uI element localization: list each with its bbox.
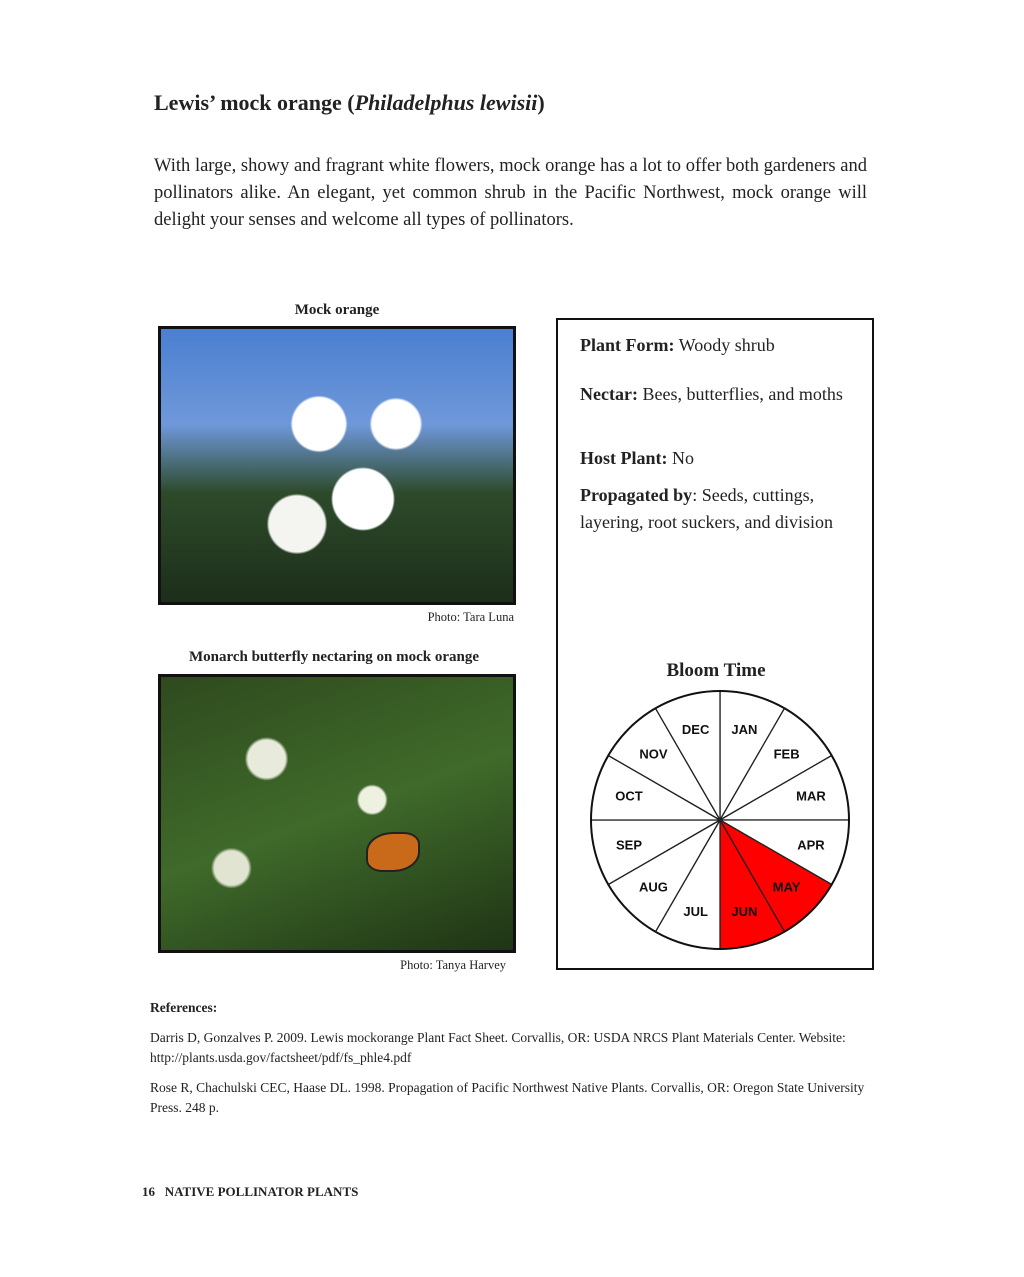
references-heading: References: xyxy=(150,1000,218,1015)
fact-nectar: Nectar: Bees, butterflies, and moths xyxy=(580,384,843,404)
reference-item: Darris D, Gonzalves P. 2009. Lewis mockorange Plant Fact Sheet. Corvallis, OR: USDA NRCS Plant Materials Center. Website: http://plants.usda.gov/factsheet/pdf/fs_phle4.pdf xyxy=(150,1030,846,1065)
month-label: AUG xyxy=(638,879,668,895)
month-label: FEB xyxy=(773,746,800,762)
page-footer xyxy=(142,1184,358,1200)
month-label: NOV xyxy=(639,746,668,762)
month-label: JAN xyxy=(731,722,758,738)
month-label: JUN xyxy=(731,903,758,919)
photo-credit: Photo: Tanya Harvey xyxy=(400,958,506,972)
month-label: DEC xyxy=(681,722,710,738)
intro-paragraph: With large, showy and fragrant white flowers, mock orange has a lot to offer both gardeners and pollinators alike. An elegant, yet common shrub in the Pacific Northwest, mock orange will delight your senses and welcome all types of pollinators. xyxy=(154,156,867,230)
plant-facts-box xyxy=(556,318,874,970)
publication-title: NATIVE POLLINATOR PLANTS xyxy=(164,1184,359,1199)
fact-propagation: Propagated by: Seeds, cuttings, layering, root suckers, and division xyxy=(580,485,833,532)
month-label: SEP xyxy=(616,837,643,853)
reference-item: Rose R, Chachulski CEC, Haase DL. 1998. Propagation of Pacific Northwest Native Plants. Corvallis, OR: Oregon State University Press. 248 p. xyxy=(150,1080,865,1115)
bloom-time-wheel xyxy=(588,688,858,958)
bloom-time-title: Bloom Time xyxy=(666,660,766,681)
month-label: MAR xyxy=(796,788,826,804)
month-label: APR xyxy=(797,837,825,853)
month-label: OCT xyxy=(615,788,643,804)
photo-caption: Monarch butterfly nectaring on mock orange xyxy=(188,649,480,665)
month-label: JUL xyxy=(683,903,708,919)
page-number: 16 xyxy=(142,1184,155,1199)
mock-orange-photo xyxy=(158,326,516,605)
page-title: Lewis’ mock orange (Philadelphus lewisii) xyxy=(154,90,545,115)
photo-credit: Photo: Tara Luna xyxy=(427,610,514,624)
photo-caption: Mock orange xyxy=(294,302,380,318)
fact-host-plant: Host Plant: No xyxy=(580,448,694,468)
month-label: MAY xyxy=(772,879,801,895)
fact-plant-form: Plant Form: Woody shrub xyxy=(580,335,775,355)
monarch-butterfly-photo xyxy=(158,674,516,953)
